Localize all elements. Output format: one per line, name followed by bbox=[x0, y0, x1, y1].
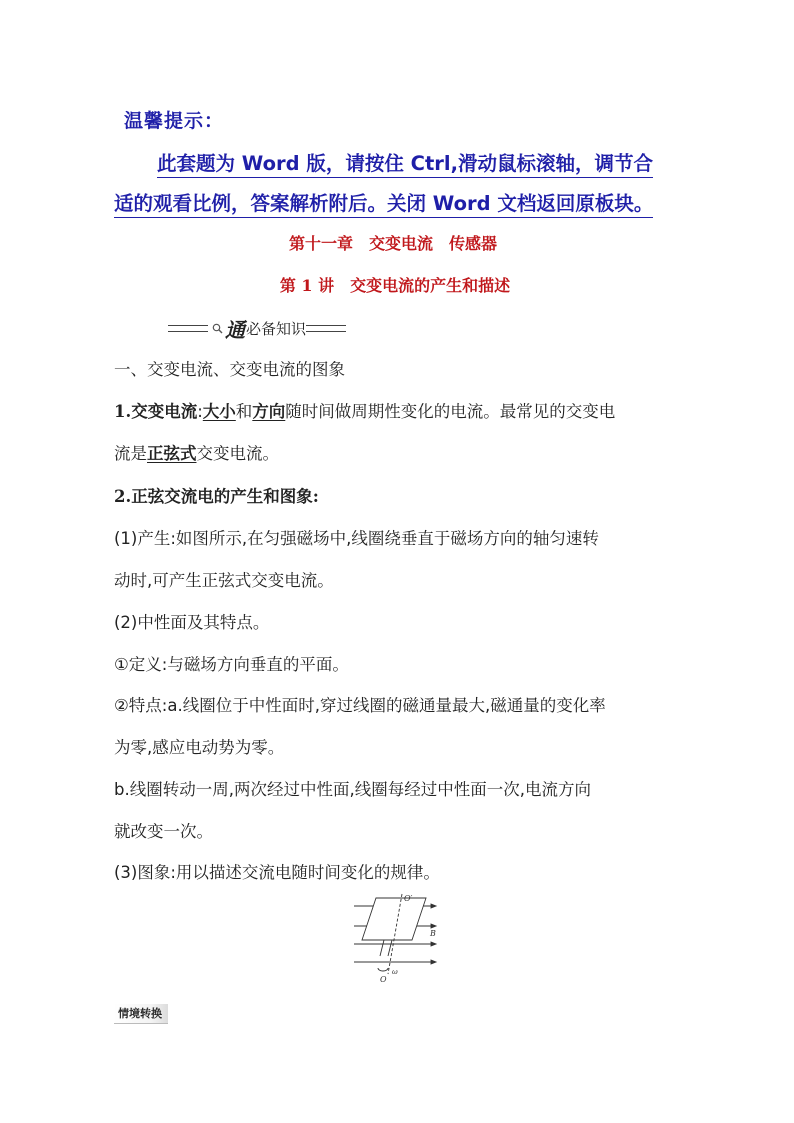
paragraph-1-line-1 bbox=[114, 398, 615, 422]
label-b: B bbox=[430, 929, 436, 938]
keyword-magnitude: 大小 bbox=[202, 402, 236, 421]
paragraph-4: (2)中性面及其特点。 bbox=[114, 613, 270, 632]
paragraph-6-line-1: ②特点:a.线圈位于中性面时,穿过线圈的磁通量最大,磁通量的变化率 bbox=[114, 696, 606, 715]
keyword-sinusoidal: 正弦式 bbox=[147, 444, 197, 463]
label-o-prime: O′ bbox=[404, 894, 413, 903]
banner-rule-left bbox=[168, 325, 208, 332]
paragraph-8: (3)图象:用以描述交流电随时间变化的规律。 bbox=[114, 863, 440, 882]
colon: : bbox=[197, 402, 203, 421]
paragraph-5: ①定义:与磁场方向垂直的平面。 bbox=[114, 655, 349, 674]
paragraph-7-line-2: 就改变一次。 bbox=[114, 822, 213, 841]
banner-tong-glyph: 通 bbox=[225, 318, 245, 342]
arrow-head bbox=[431, 904, 436, 908]
tip-title: 温馨提示： bbox=[124, 110, 225, 132]
term-ac: 1.交变电流 bbox=[114, 402, 198, 421]
coil-loop bbox=[362, 898, 426, 940]
subheading-2: 2.正弦交流电的产生和图象: bbox=[114, 487, 319, 506]
paragraph-3-line-1: (1)产生:如图所示,在匀强磁场中,线圈绕垂直于磁场方向的轴匀速转 bbox=[114, 529, 599, 548]
section-heading: 一、交变电流、交变电流的图象 bbox=[114, 360, 345, 379]
knowledge-banner bbox=[168, 314, 346, 343]
chapter-title: 第十一章 交变电流 传感器 bbox=[288, 234, 497, 253]
arrow-head bbox=[431, 924, 436, 928]
tip-line-2[interactable]: 适的观看比例，答案解析附后。关闭 Word 文档返回原板块。 bbox=[114, 188, 653, 218]
arrow-head bbox=[431, 942, 436, 946]
line2-suffix: 交变电流。 bbox=[196, 444, 279, 463]
paragraph-7-line-1: b.线圈转动一周,两次经过中性面,线圈每经过中性面一次,电流方向 bbox=[114, 780, 591, 799]
paragraph-3-line-2: 动时,可产生正弦式交变电流。 bbox=[114, 571, 334, 590]
magnifier-icon bbox=[212, 323, 223, 334]
banner-rule-right bbox=[306, 325, 346, 332]
conjunction: 和 bbox=[235, 402, 253, 421]
label-omega: ω bbox=[392, 968, 398, 976]
arrow-head bbox=[431, 960, 436, 964]
lesson-title: 第 1 讲 交变电流的产生和描述 bbox=[279, 276, 511, 295]
context-switch-badge: 情境转换 bbox=[114, 1004, 168, 1024]
label-o: O bbox=[380, 975, 387, 984]
coil-in-field-diagram bbox=[350, 888, 442, 984]
coil-lead bbox=[380, 940, 384, 956]
tip-line-1[interactable]: 此套题为 Word 版，请按住 Ctrl,滑动鼠标滚轴，调节合 bbox=[157, 148, 653, 178]
paragraph-1-rest: 随时间做周期性变化的电流。最常见的交变电 bbox=[285, 402, 616, 421]
line2-prefix: 流是 bbox=[114, 444, 147, 463]
paragraph-6-line-2: 为零,感应电动势为零。 bbox=[114, 738, 285, 757]
keyword-direction: 方向 bbox=[252, 402, 286, 421]
rotation-arrow bbox=[378, 968, 388, 971]
paragraph-1-line-2 bbox=[114, 440, 279, 464]
banner-label: 必备知识 bbox=[246, 320, 307, 338]
